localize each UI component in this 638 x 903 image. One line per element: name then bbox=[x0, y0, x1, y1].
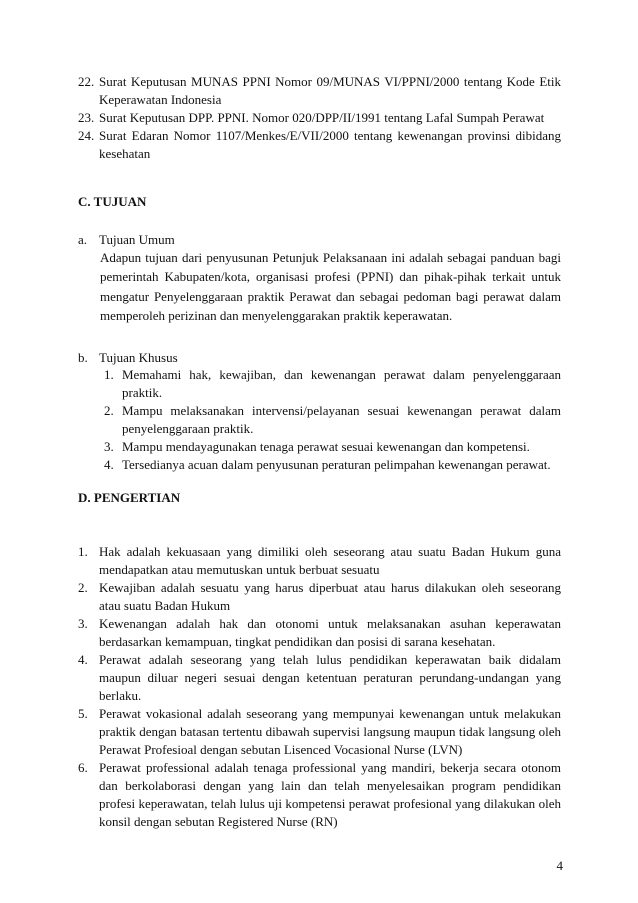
list-item bbox=[100, 456, 561, 474]
list-item bbox=[78, 579, 561, 615]
reference-list bbox=[78, 73, 561, 163]
list-number: 4. bbox=[78, 652, 88, 667]
tujuan-khusus-list bbox=[100, 366, 561, 474]
list-item bbox=[78, 127, 561, 163]
list-number: 1. bbox=[78, 544, 88, 559]
list-text: Kewajiban adalah sesuatu yang harus diperbuat atau harus dilakukan oleh seseorang atau suatu Badan Hukum bbox=[99, 580, 561, 613]
list-number: 23. bbox=[78, 110, 95, 125]
list-number: 6. bbox=[78, 760, 88, 775]
list-text: Mampu mendayagunakan tenaga perawat sesuai kewenangan dan kompetensi. bbox=[122, 439, 530, 454]
list-item bbox=[78, 73, 561, 109]
subsection-letter: b. bbox=[78, 350, 88, 365]
list-item bbox=[78, 705, 561, 759]
pengertian-list bbox=[78, 543, 561, 831]
tujuan-umum-paragraph: Adapun tujuan dari penyusunan Petunjuk Pelaksanaan ini adalah sebagai panduan bagi pemerintah Kabupaten/kota, organisasi profesi (PPNI) dan pihak-pihak terkait untuk mengatur Penyelenggaraan praktik Perawat dan sebagai pedoman bagi perawat dalam memperoleh perizinan dan menyelenggarakan praktik keperawatan. bbox=[100, 250, 561, 324]
list-item bbox=[78, 543, 561, 579]
list-text: Kewenangan adalah hak dan otonomi untuk melaksanakan asuhan keperawatan berdasarkan kemampuan, tingkat pendidikan dan posisi di sarana kesehatan. bbox=[99, 616, 561, 649]
section-heading-pengertian: D. PENGERTIAN bbox=[78, 490, 181, 505]
subsection-title: Tujuan Khusus bbox=[99, 350, 178, 365]
list-text: Tersedianya acuan dalam penyusunan peraturan pelimpahan kewenangan perawat. bbox=[122, 457, 551, 472]
list-text: Perawat professional adalah tenaga professional yang mandiri, bekerja secara otonom dan berkolaborasi dengan yang lain dan telah menyelesaikan program pendidikan profesi keperawatan, telah lulus uji kompetensi perawat profesional yang dilakukan oleh konsil dengan sebutan Registered Nurse (RN) bbox=[99, 760, 561, 829]
list-number: 4. bbox=[104, 457, 114, 472]
list-item bbox=[78, 759, 561, 831]
list-item bbox=[100, 438, 561, 456]
list-text: Surat Edaran Nomor 1107/Menkes/E/VII/2000 tentang kewenangan provinsi dibidang kesehatan bbox=[99, 128, 561, 161]
list-number: 5. bbox=[78, 706, 88, 721]
list-item bbox=[78, 109, 561, 127]
subsection-letter: a. bbox=[78, 232, 88, 247]
subsection-title: Tujuan Umum bbox=[99, 232, 175, 247]
list-text: Mampu melaksanakan intervensi/pelayanan sesuai kewenangan perawat dalam penyelenggaraan praktik. bbox=[122, 403, 561, 436]
list-number: 22. bbox=[78, 74, 95, 89]
list-text: Surat Keputusan DPP. PPNI. Nomor 020/DPP/II/1991 tentang Lafal Sumpah Perawat bbox=[99, 110, 545, 125]
list-number: 2. bbox=[78, 580, 88, 595]
list-number: 2. bbox=[104, 403, 114, 418]
list-number: 3. bbox=[104, 439, 114, 454]
list-item bbox=[78, 615, 561, 651]
list-number: 1. bbox=[104, 367, 114, 382]
list-number: 3. bbox=[78, 616, 88, 631]
list-item bbox=[100, 402, 561, 438]
list-text: Perawat vokasional adalah seseorang yang mempunyai kewenangan untuk melakukan praktik dengan batasan tertentu dibawah supervisi langsung maupun tidak langsung oleh Perawat Profesioal dengan sebutan Lisenced Vocasional Nurse (LVN) bbox=[99, 706, 561, 757]
page-number: 4 bbox=[556, 858, 563, 873]
list-text: Perawat adalah seseorang yang telah lulus pendidikan keperawatan baik didalam maupun diluar negeri sesuai dengan ketentuan peraturan perundang-undangan yang berlaku. bbox=[99, 652, 561, 703]
list-item bbox=[78, 651, 561, 705]
list-text: Hak adalah kekuasaan yang dimiliki oleh seseorang atau suatu Badan Hukum guna mendapatkan atau memutuskan untuk berbuat sesuatu bbox=[99, 544, 561, 577]
list-text: Memahami hak, kewajiban, dan kewenangan perawat dalam penyelenggaraan praktik. bbox=[122, 367, 561, 400]
list-text: Surat Keputusan MUNAS PPNI Nomor 09/MUNAS VI/PPNI/2000 tentang Kode Etik Keperawatan Indonesia bbox=[99, 74, 561, 107]
list-number: 24. bbox=[78, 128, 95, 143]
list-item bbox=[100, 366, 561, 402]
section-heading-tujuan: C. TUJUAN bbox=[78, 194, 147, 209]
